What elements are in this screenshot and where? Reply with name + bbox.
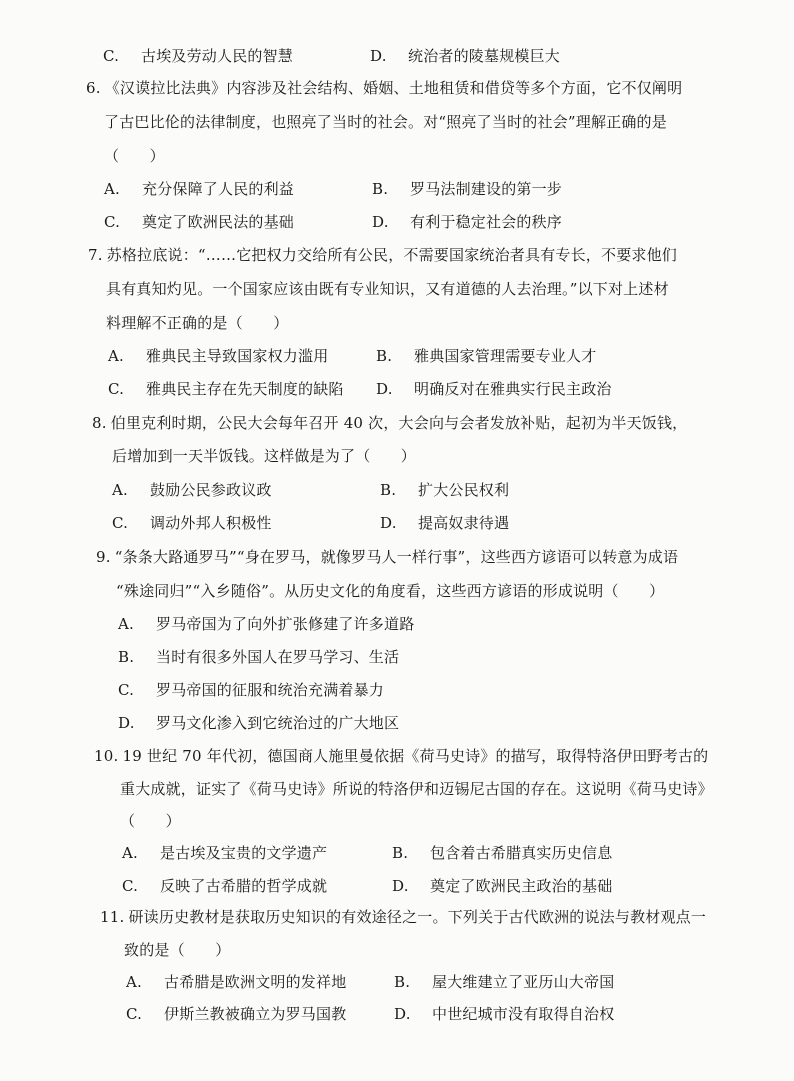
- option-text: 有利于稳定社会的秩序: [410, 213, 563, 231]
- q9-text: “条条大路通罗马”“身在罗马，就像罗马人一样行事”，这些西方谚语可以转意为成语: [114, 548, 679, 566]
- q6-option-c: [104, 212, 294, 232]
- option-text: 罗马帝国为了向外扩张修建了许多道路: [156, 615, 415, 633]
- option-text: 明确反对在雅典实行民主政治: [414, 380, 612, 398]
- option-letter: C.: [104, 213, 121, 231]
- q8-option-d: [380, 513, 509, 533]
- option-letter: D.: [372, 213, 389, 231]
- option-letter: A.: [126, 973, 143, 991]
- option-letter: A.: [118, 615, 135, 633]
- q9-option-b: [118, 647, 399, 667]
- option-letter: D.: [380, 514, 397, 532]
- option-letter: B.: [380, 481, 397, 499]
- option-text: 是古埃及宝贵的文学遗产: [160, 844, 328, 862]
- q11-text: 研读历史教材是获取历史知识的有效途径之一。下列关于古代欧洲的说法与教材观点一: [128, 908, 707, 926]
- option-letter: B.: [372, 180, 389, 198]
- q6-option-a: [104, 179, 294, 199]
- q10-option-c: [122, 876, 327, 896]
- question-number: 9.: [96, 548, 111, 566]
- option-letter: B.: [394, 973, 411, 991]
- option-text: 反映了古希腊的哲学成就: [160, 877, 328, 895]
- option-letter: A.: [112, 481, 129, 499]
- question-number: 6.: [86, 79, 101, 97]
- question-number: 11.: [100, 908, 125, 926]
- q7-option-b: [376, 346, 596, 366]
- q9-option-c: [118, 680, 384, 700]
- option-letter: D.: [370, 47, 387, 65]
- q11-stem-line-2: 致的是（ ）: [124, 941, 231, 959]
- q10-answer-blank: （ ）: [120, 812, 181, 830]
- q11-option-a: [126, 972, 346, 992]
- option-text: 统治者的陵墓规模巨大: [408, 47, 561, 65]
- option-letter: C.: [103, 47, 120, 65]
- q7-option-a: [108, 346, 328, 366]
- q10-stem-line-1: [94, 746, 708, 766]
- q7-option-d: [376, 379, 612, 399]
- q6-stem-line-1: [86, 78, 682, 98]
- option-letter: D.: [376, 380, 393, 398]
- q6-stem-line-2: 了古巴比伦的法律制度，也照亮了当时的社会。对“照亮了当时的社会”理解正确的是: [104, 113, 667, 131]
- q8-option-b: [380, 480, 509, 500]
- q8-option-c: [112, 513, 272, 533]
- q11-stem-line-1: [100, 907, 706, 927]
- option-text: 伊斯兰教被确立为罗马国教: [164, 1005, 347, 1023]
- option-text: 屋大维建立了亚历山大帝国: [432, 973, 615, 991]
- option-letter: C.: [126, 1005, 143, 1023]
- q11-option-d: [394, 1004, 614, 1024]
- option-text: 调动外邦人积极性: [150, 514, 272, 532]
- q7-stem-line-1: [88, 245, 677, 265]
- q8-text: 伯里克利时期，公民大会每年召开 40 次，大会向与会者发放补贴，起初为半天饭钱，: [110, 414, 688, 432]
- q11-option-b: [394, 972, 614, 992]
- q7-option-c: [108, 379, 344, 399]
- option-letter: C.: [112, 514, 129, 532]
- option-text: 古埃及劳动人民的智慧: [141, 47, 294, 65]
- q6-answer-blank: （ ）: [104, 147, 165, 165]
- q6-text: 《汉谟拉比法典》内容涉及社会结构、婚姻、土地租赁和借贷等多个方面，它不仅阐明: [104, 79, 683, 97]
- q9-option-a: [118, 614, 414, 634]
- option-letter: D.: [392, 877, 409, 895]
- q6-option-b: [372, 179, 562, 199]
- option-text: 罗马帝国的征服和统治充满着暴力: [156, 681, 385, 699]
- option-text: 雅典民主导致国家权力滥用: [146, 347, 329, 365]
- option-text: 中世纪城市没有取得自治权: [432, 1005, 615, 1023]
- q10-option-d: [392, 876, 612, 896]
- option-text: 罗马法制建设的第一步: [410, 180, 563, 198]
- option-letter: D.: [118, 714, 135, 732]
- option-text: 当时有很多外国人在罗马学习、生活: [156, 648, 400, 666]
- option-text: 雅典国家管理需要专业人才: [414, 347, 597, 365]
- q7-text: 苏格拉底说：“……它把权力交给所有公民，不需要国家统治者具有专长，不要求他们: [106, 246, 677, 264]
- q5-option-c: [103, 46, 293, 66]
- option-text: 古希腊是欧洲文明的发祥地: [164, 973, 347, 991]
- q9-option-d: [118, 713, 399, 733]
- option-letter: D.: [394, 1005, 411, 1023]
- option-text: 包含着古希腊真实历史信息: [430, 844, 613, 862]
- q10-stem-line-2: 重大成就，证实了《荷马史诗》所说的特洛伊和迈锡尼古国的存在。这说明《荷马史诗》: [120, 780, 713, 798]
- option-text: 罗马文化渗入到它统治过的广大地区: [156, 714, 400, 732]
- option-letter: C.: [108, 380, 125, 398]
- q7-stem-line-2: 具有真知灼见。一个国家应该由既有专业知识，又有道德的人去治理。”以下对上述材: [106, 280, 669, 298]
- option-text: 雅典民主存在先天制度的缺陷: [146, 380, 344, 398]
- question-number: 7.: [88, 246, 103, 264]
- q10-text: 19 世纪 70 年代初，德国商人施里曼依据《荷马史诗》的描写，取得特洛伊田野考古的: [122, 747, 709, 765]
- option-letter: A.: [122, 844, 139, 862]
- q5-option-d: [370, 46, 560, 66]
- q11-option-c: [126, 1004, 346, 1024]
- option-text: 提高奴隶待遇: [418, 514, 510, 532]
- q6-option-d: [372, 212, 562, 232]
- q9-stem-line-2: “殊途同归”“入乡随俗”。从历史文化的角度看，这些西方谚语的形成说明（ ）: [116, 582, 665, 600]
- q8-stem-line-2: 后增加到一天半饭钱。这样做是为了（ ）: [112, 447, 417, 465]
- option-letter: B.: [118, 648, 135, 666]
- q9-stem-line-1: [96, 547, 678, 567]
- q7-stem-line-3: 料理解不正确的是（ ）: [106, 314, 289, 332]
- option-text: 奠定了欧洲民法的基础: [142, 213, 295, 231]
- option-text: 奠定了欧洲民主政治的基础: [430, 877, 613, 895]
- option-text: 鼓励公民参政议政: [150, 481, 272, 499]
- option-letter: B.: [392, 844, 409, 862]
- option-letter: A.: [104, 180, 121, 198]
- option-letter: C.: [122, 877, 139, 895]
- q10-option-a: [122, 843, 327, 863]
- option-text: 扩大公民权利: [418, 481, 510, 499]
- q10-option-b: [392, 843, 612, 863]
- question-number: 8.: [92, 414, 107, 432]
- q8-option-a: [112, 480, 272, 500]
- option-letter: B.: [376, 347, 393, 365]
- q8-stem-line-1: [92, 413, 687, 433]
- option-text: 充分保障了人民的利益: [142, 180, 295, 198]
- option-letter: A.: [108, 347, 125, 365]
- question-number: 10.: [94, 747, 119, 765]
- option-letter: C.: [118, 681, 135, 699]
